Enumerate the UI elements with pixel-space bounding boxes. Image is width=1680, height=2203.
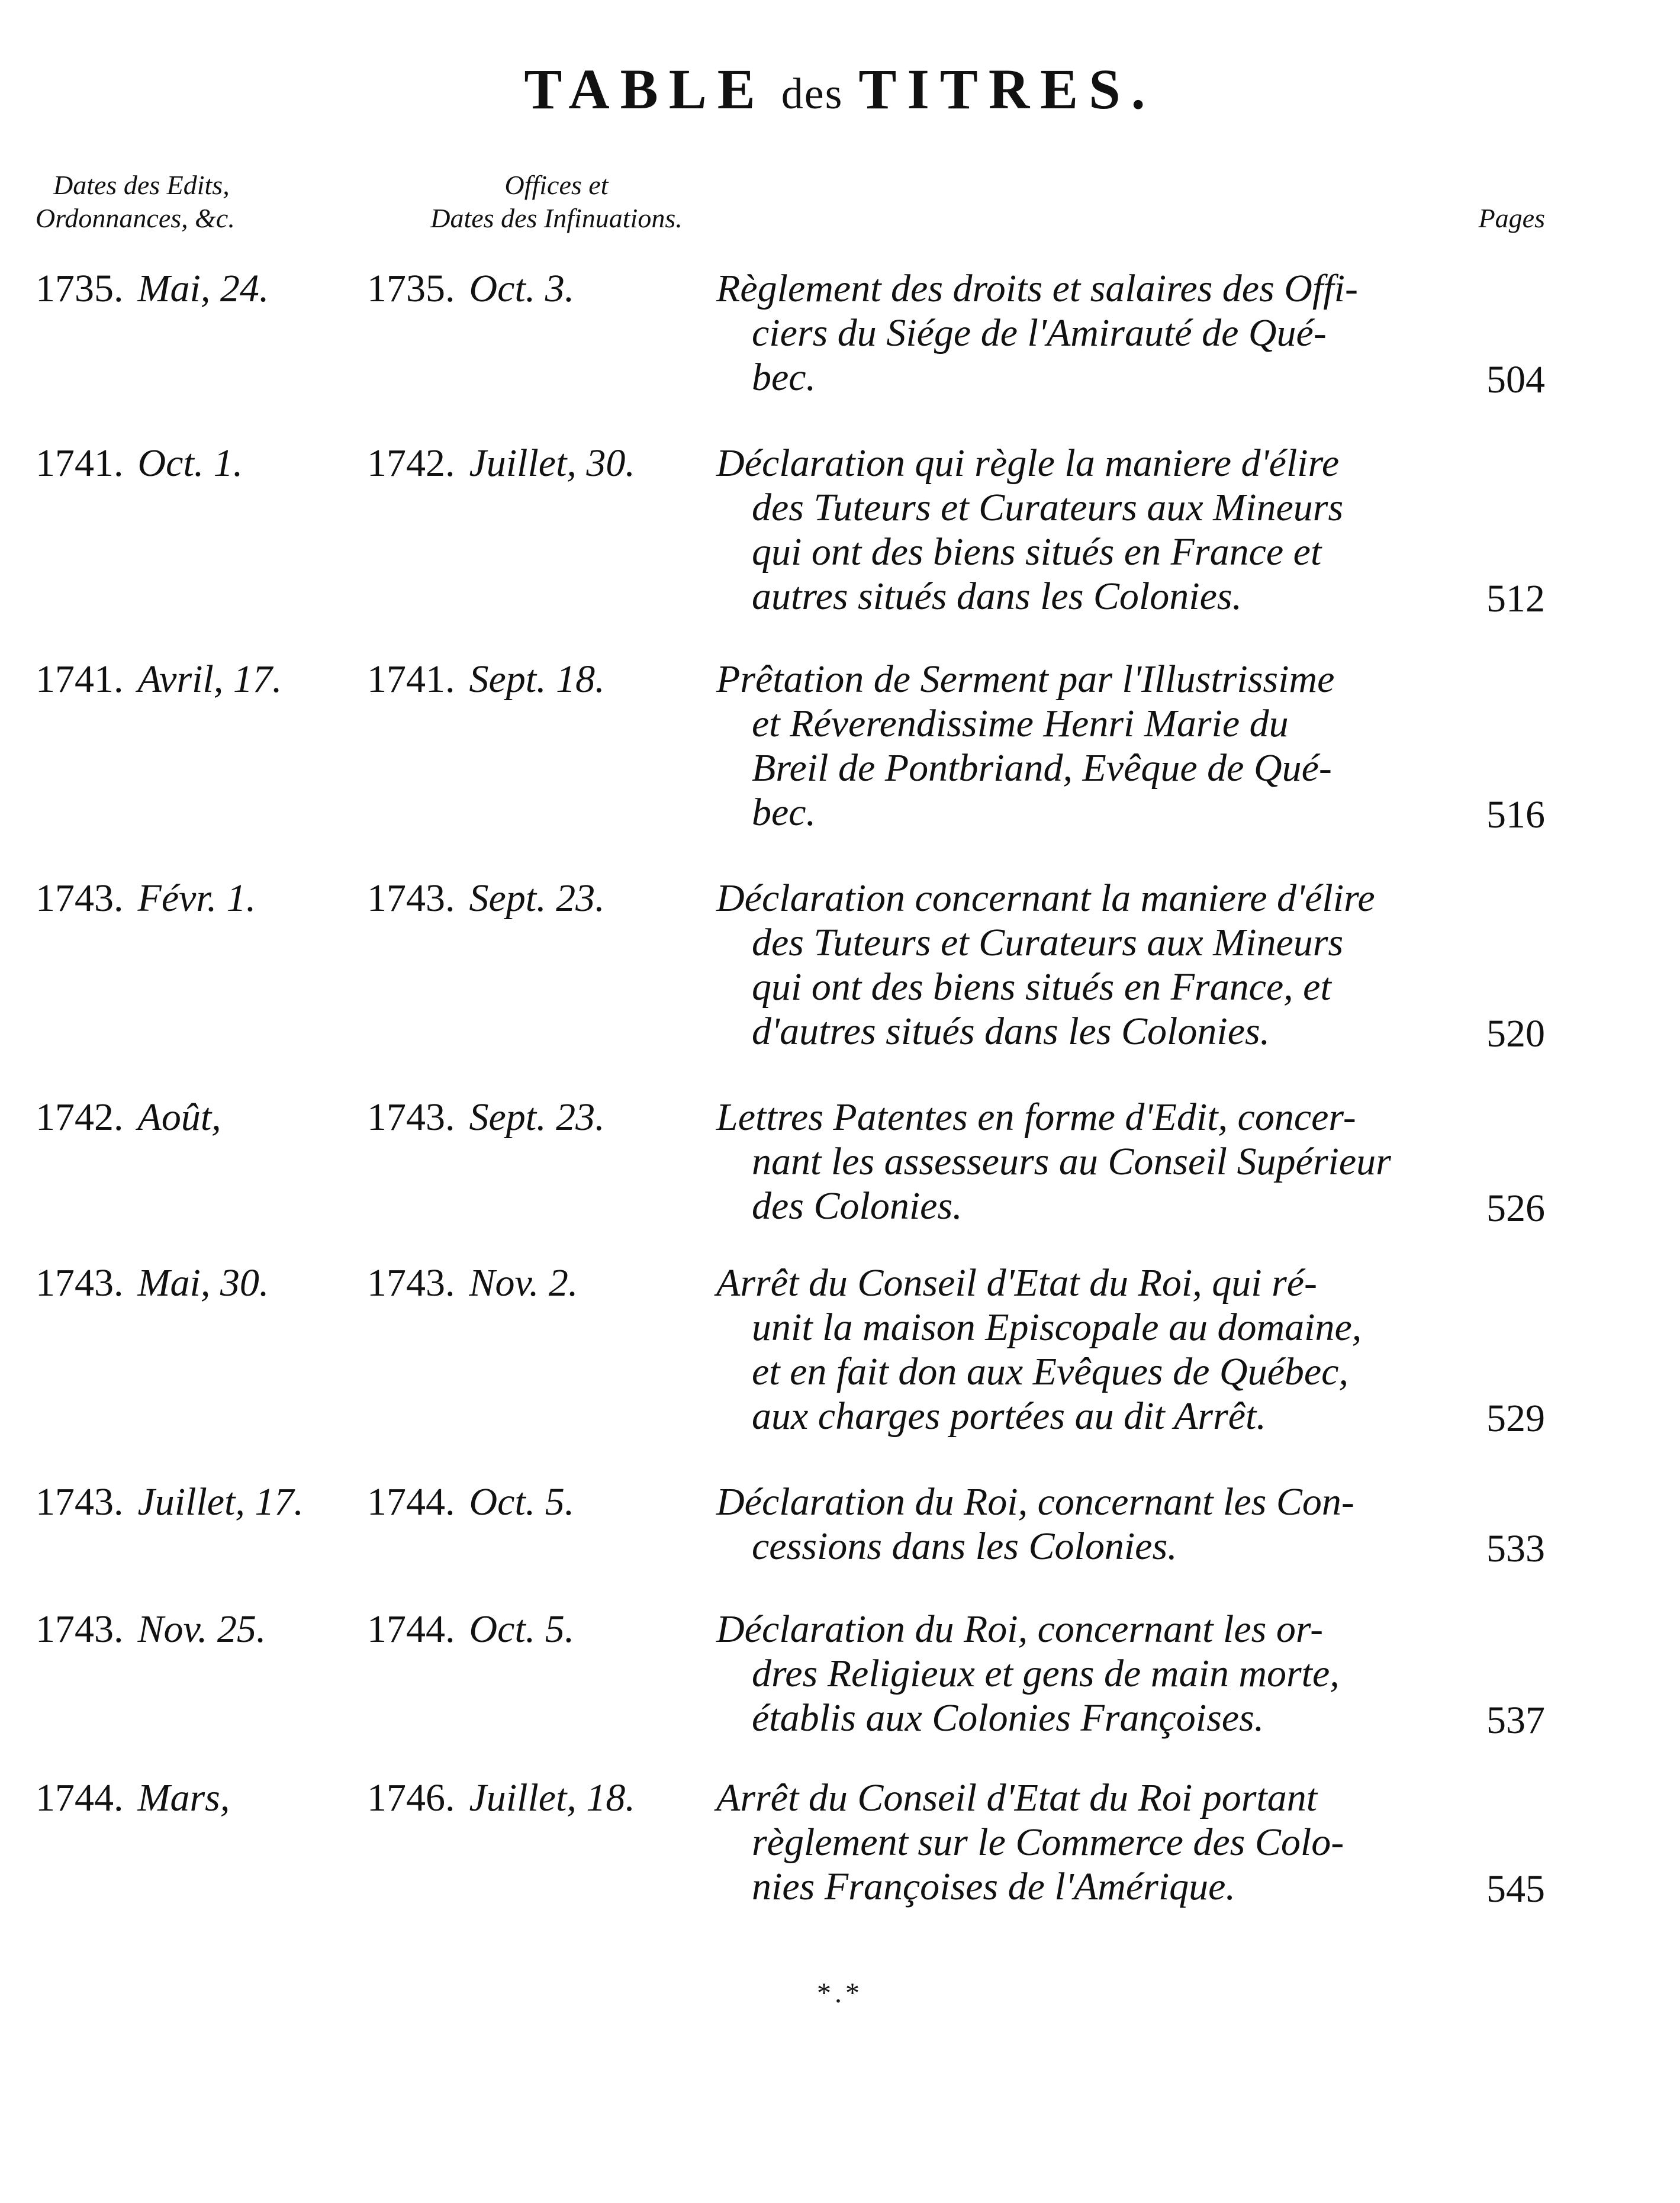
title-description (716, 441, 1456, 619)
insinuation-date-month-day: Sept. 23. (469, 877, 605, 920)
title-description-line: aux charges portées au dit Arrêt. (752, 1394, 1266, 1438)
insinuation-date (367, 1095, 605, 1139)
insinuation-date-month-day: Oct. 5. (469, 1608, 575, 1651)
edit-date-month-day: Févr. 1. (137, 877, 256, 920)
column-header-edit-dates (36, 169, 235, 235)
title-description (716, 876, 1456, 1054)
column-header-insinuation-dates-line1: Offices et (504, 170, 609, 200)
insinuation-date-year: 1744. (367, 1608, 455, 1651)
title-part-des: des (781, 70, 844, 118)
column-header-insinuation-dates (391, 169, 722, 235)
edit-date (36, 1776, 230, 1820)
edit-date-year: 1743. (36, 877, 124, 920)
insinuation-date (367, 441, 635, 485)
edit-date (36, 1261, 269, 1305)
title-description-line: des Colonies. (752, 1184, 963, 1228)
insinuation-date-month-day: Sept. 23. (469, 1096, 605, 1139)
title-description-line: bec. (752, 356, 816, 399)
page-number: 529 (1486, 1397, 1545, 1440)
page-number: 526 (1486, 1187, 1545, 1230)
page-title (0, 56, 1680, 122)
title-part-table: TABLE (524, 57, 766, 121)
title-description-line: Déclaration du Roi, concernant les or- (716, 1608, 1324, 1651)
page-number: 537 (1486, 1699, 1545, 1742)
page-number: 545 (1486, 1867, 1545, 1911)
insinuation-date-year: 1742. (367, 442, 455, 485)
insinuation-date-year: 1743. (367, 1261, 455, 1305)
insinuation-date (367, 266, 574, 311)
insinuation-date-year: 1744. (367, 1480, 455, 1524)
edit-date-month-day: Avril, 17. (137, 658, 282, 701)
edit-date-year: 1741. (36, 442, 124, 485)
edit-date (36, 1607, 266, 1651)
title-description-line: qui ont des biens situés en France et (752, 530, 1322, 574)
page-number: 504 (1486, 358, 1545, 401)
title-description-line: Déclaration concernant la maniere d'élire (716, 877, 1375, 920)
insinuation-date (367, 1607, 574, 1651)
insinuation-date-year: 1743. (367, 877, 455, 920)
insinuation-date (367, 1776, 635, 1820)
title-description-line: des Tuteurs et Curateurs aux Mineurs (752, 486, 1344, 529)
title-description-line: Lettres Patentes en forme d'Edit, concer- (716, 1096, 1356, 1139)
edit-date (36, 266, 269, 311)
edit-date (36, 441, 243, 485)
insinuation-date (367, 657, 605, 701)
title-description-line: Déclaration du Roi, concernant les Con- (716, 1480, 1354, 1524)
title-description-line: Arrêt du Conseil d'Etat du Roi portant (716, 1776, 1318, 1819)
column-header-insinuation-dates-line2: Dates des Infinuations. (430, 203, 683, 233)
title-description (716, 657, 1456, 835)
insinuation-date-month-day: Oct. 3. (469, 267, 575, 310)
edit-date-year: 1741. (36, 658, 124, 701)
insinuation-date (367, 876, 605, 920)
title-description-line: nant les assesseurs au Conseil Supérieur (752, 1140, 1391, 1183)
title-description-line: règlement sur le Commerce des Colo- (752, 1821, 1344, 1864)
edit-date (36, 876, 256, 920)
title-description-line: Arrêt du Conseil d'Etat du Roi, qui ré- (716, 1261, 1318, 1305)
title-description (716, 1607, 1456, 1740)
title-description (716, 1776, 1456, 1909)
edit-date-year: 1744. (36, 1776, 124, 1819)
insinuation-date-year: 1746. (367, 1776, 455, 1819)
insinuation-date-month-day: Nov. 2. (469, 1261, 578, 1305)
title-description-line: dres Religieux et gens de main morte, (752, 1652, 1340, 1695)
insinuation-date-year: 1741. (367, 658, 455, 701)
edit-date (36, 1095, 221, 1139)
insinuation-date-month-day: Juillet, 18. (469, 1776, 635, 1819)
title-description-line: unit la maison Episcopale au domaine, (752, 1306, 1362, 1349)
edit-date-year: 1743. (36, 1480, 124, 1524)
edit-date-year: 1742. (36, 1096, 124, 1139)
title-description-line: Règlement des droits et salaires des Offi- (716, 267, 1358, 310)
insinuation-date-month-day: Sept. 18. (469, 658, 605, 701)
title-description-line: Prêtation de Serment par l'Illustrissime (716, 658, 1335, 701)
edit-date-month-day: Août, (137, 1096, 221, 1139)
title-part-titres: TITRES. (858, 57, 1156, 121)
edit-date-month-day: Mai, 30. (137, 1261, 269, 1305)
page-number: 520 (1486, 1012, 1545, 1055)
title-description-line: d'autres situés dans les Colonies. (752, 1010, 1270, 1053)
title-description-line: nies Françoises de l'Amérique. (752, 1865, 1235, 1908)
edit-date-month-day: Mai, 24. (137, 267, 269, 310)
edit-date (36, 657, 282, 701)
title-description-line: des Tuteurs et Curateurs aux Mineurs (752, 921, 1344, 964)
title-description-line: bec. (752, 791, 816, 834)
insinuation-date-month-day: Oct. 5. (469, 1480, 575, 1524)
insinuation-date (367, 1261, 578, 1305)
page-number: 516 (1486, 793, 1545, 836)
page-number: 533 (1486, 1527, 1545, 1570)
title-description-line: qui ont des biens situés en France, et (752, 965, 1331, 1009)
edit-date-month-day: Nov. 25. (137, 1608, 266, 1651)
title-description-line: Déclaration qui règle la maniere d'élire (716, 442, 1340, 485)
title-description-line: autres situés dans les Colonies. (752, 575, 1243, 618)
column-header-pages: Pages (1478, 203, 1545, 233)
end-ornament: *.* (817, 1977, 863, 2009)
page-number: 512 (1486, 577, 1545, 620)
column-header-edit-dates-line2: Ordonnances, &c. (36, 203, 235, 233)
title-description-line: et en fait don aux Evêques de Québec, (752, 1350, 1348, 1393)
edit-date-month-day: Oct. 1. (137, 442, 243, 485)
title-description-line: Breil de Pontbriand, Evêque de Qué- (752, 746, 1332, 790)
column-header-edit-dates-line1: Dates des Edits, (53, 170, 230, 200)
insinuation-date (367, 1480, 574, 1524)
insinuation-date-year: 1743. (367, 1096, 455, 1139)
insinuation-date-month-day: Juillet, 30. (469, 442, 635, 485)
title-description (716, 1261, 1456, 1438)
edit-date-month-day: Mars, (137, 1776, 230, 1819)
title-description-line: établis aux Colonies Françoises. (752, 1696, 1264, 1740)
edit-date-year: 1743. (36, 1608, 124, 1651)
edit-date-year: 1735. (36, 267, 124, 310)
title-description-line: ciers du Siége de l'Amirauté de Qué- (752, 311, 1327, 355)
title-description (716, 266, 1456, 400)
insinuation-date-year: 1735. (367, 267, 455, 310)
title-description-line: et Réverendissime Henri Marie du (752, 702, 1289, 745)
title-description-line: cessions dans les Colonies. (752, 1525, 1177, 1568)
edit-date (36, 1480, 304, 1524)
edit-date-year: 1743. (36, 1261, 124, 1305)
title-description (716, 1480, 1456, 1568)
title-description (716, 1095, 1456, 1228)
edit-date-month-day: Juillet, 17. (137, 1480, 304, 1524)
